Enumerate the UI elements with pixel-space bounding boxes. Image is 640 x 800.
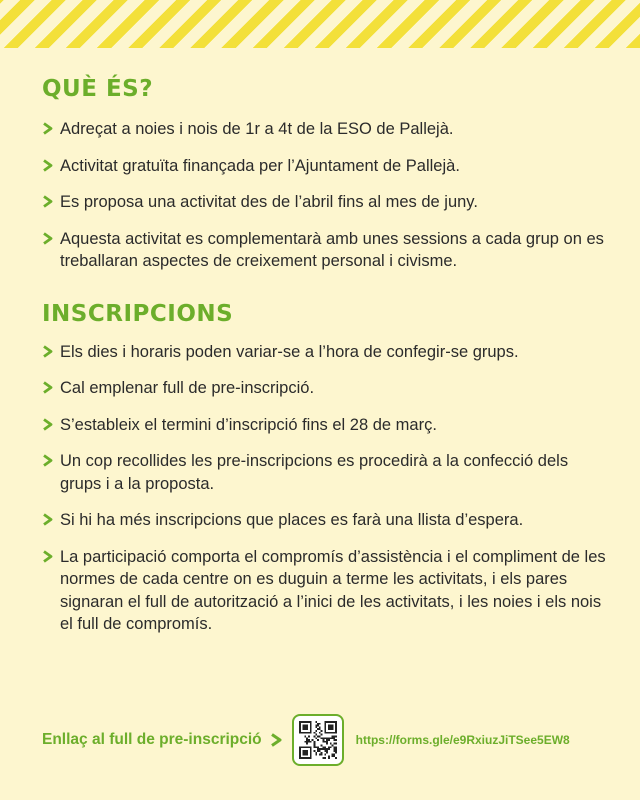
- chevron-right-icon: [42, 159, 53, 172]
- list-item: [42, 341, 612, 364]
- qr-code[interactable]: [292, 714, 344, 766]
- list-item: [42, 377, 612, 400]
- list-item: [42, 228, 612, 273]
- list-item-text: Activitat gratuïta finançada per l’Ajuntament de Pallejà.: [60, 156, 460, 175]
- list-item-text: Els dies i horaris poden variar-se a l’hora de confegir-se grups.: [60, 342, 519, 361]
- list-item-text: Cal emplenar full de pre-inscripció.: [60, 379, 315, 397]
- list-item: [42, 191, 612, 214]
- list-item: [42, 118, 612, 141]
- decorative-stripes: [0, 0, 640, 48]
- chevron-right-icon: [42, 122, 53, 135]
- section-title-que-es: QUÈ ÉS?: [42, 76, 154, 102]
- chevron-right-icon: [42, 195, 53, 208]
- list-item-text: Es proposa una activitat des de l’abril fins al mes de juny.: [60, 193, 478, 211]
- list-item-text: Aquesta activitat es complementarà amb unes sessions a cada grup on es treballaran aspectes de creixement personal i civisme.: [60, 229, 604, 270]
- chevron-right-icon: [270, 733, 282, 747]
- main-content: [42, 74, 612, 650]
- chevron-right-icon: [42, 550, 53, 563]
- chevron-right-icon: [42, 381, 53, 394]
- chevron-right-icon: [42, 454, 53, 467]
- list-item: [42, 414, 612, 437]
- list-item-text: La participació comporta el compromís d’assistència i el compliment de les normes de cada centre on es duguin a terme les activitats, i els pares signaran el full de autorització a l’inici de les activitats, i les noies i els nois el full de compromís.: [60, 547, 606, 633]
- list-item-text: Si hi ha més inscripcions que places es farà una llista d’espera.: [60, 511, 524, 529]
- list-item: [42, 509, 612, 532]
- chevron-right-icon: [42, 418, 53, 431]
- list-item-text: Un cop recollides les pre-inscripcions es procedirà a la confecció dels grups i a la proposta.: [60, 452, 569, 493]
- list-inscripcions: [42, 341, 612, 636]
- section-inscripcions: [42, 299, 612, 636]
- preinscription-link-label[interactable]: Enllaç al full de pre-inscripció: [42, 731, 262, 748]
- chevron-right-icon: [42, 345, 53, 358]
- list-item: [42, 546, 612, 636]
- list-item-text: S’estableix el termini d’inscripció fins el 28 de març.: [60, 415, 437, 434]
- qr-code-icon: [299, 721, 337, 759]
- chevron-right-icon: [42, 232, 53, 245]
- section-que-es: [42, 74, 612, 273]
- footer-link-row: [42, 712, 632, 768]
- list-que-es: [42, 118, 612, 273]
- list-item: [42, 450, 612, 495]
- preinscription-url[interactable]: https://forms.gle/e9RxiuzJiTSee5EW8: [355, 733, 570, 747]
- list-item-text: Adreçat a noies i nois de 1r a 4t de la ESO de Pallejà.: [60, 120, 454, 138]
- list-item: [42, 155, 612, 178]
- chevron-right-icon: [42, 513, 53, 526]
- section-title-inscripcions: INSCRIPCIONS: [42, 300, 234, 327]
